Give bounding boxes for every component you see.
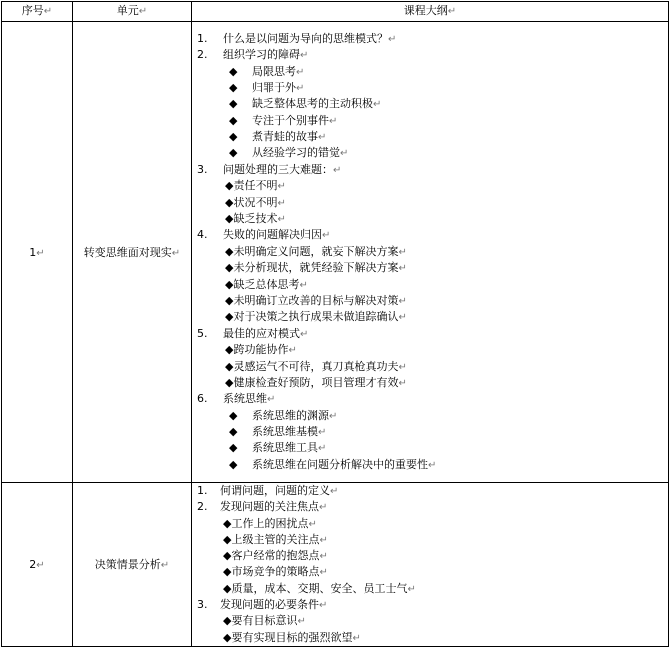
sub-text: ◆上级主管的关注点	[223, 532, 320, 546]
sub-item	[192, 581, 668, 597]
item-number: 2.	[197, 48, 208, 62]
outline-item	[192, 391, 668, 407]
paragraph-mark: ↵	[398, 246, 407, 258]
sub-text-wrap	[223, 613, 306, 630]
item-text: 最佳的应对模式	[223, 326, 300, 340]
unit-title: 转变思维面对现实↵	[73, 22, 192, 483]
paragraph-mark: ↵	[318, 427, 327, 439]
sub-text: ◆状况不明	[225, 195, 278, 209]
bullet-text: 局限思考	[252, 64, 296, 78]
row-number: 2↵	[2, 483, 73, 647]
sub-item	[192, 211, 668, 227]
outline-item	[192, 499, 668, 515]
bullet-text: 系统思维工具	[252, 441, 318, 455]
bullet-text-wrap	[252, 424, 326, 441]
outline-cell	[192, 483, 669, 647]
bullet-text: 专注于个别事件	[252, 113, 329, 127]
item-text-wrap	[223, 227, 330, 244]
table-row	[2, 483, 669, 647]
sub-text-wrap	[225, 211, 286, 228]
item-number: 4.	[197, 228, 208, 242]
paragraph-mark: ↵	[267, 394, 276, 406]
bullet-item	[192, 113, 668, 129]
paragraph-mark: ↵	[330, 486, 339, 497]
sub-text: ◆对于决策之执行成果未做追踪确认	[225, 310, 399, 324]
paragraph-mark: ↵	[297, 616, 306, 628]
item-text-wrap	[220, 483, 338, 500]
header-seq: 序号↵	[2, 2, 73, 22]
paragraph-mark: ↵	[352, 632, 361, 644]
diamond-icon: ◆	[229, 80, 238, 94]
item-text: 问题处理的三大难题：	[223, 162, 333, 176]
bullet-item	[192, 96, 668, 112]
sub-item	[192, 564, 668, 580]
sub-text: ◆缺乏技术	[225, 212, 278, 226]
bullet-text-wrap	[252, 113, 337, 130]
paragraph-mark: ↵	[398, 377, 407, 389]
paragraph-mark: ↵	[398, 295, 407, 307]
paragraph-mark: ↵	[296, 82, 305, 94]
sub-text-wrap	[225, 309, 407, 326]
paragraph-mark: ↵	[300, 50, 309, 62]
bullet-text-wrap	[252, 440, 326, 457]
paragraph-mark: ↵	[319, 600, 328, 612]
bullet-item	[192, 129, 668, 145]
outline-item	[192, 31, 668, 47]
diamond-icon: ◆	[229, 441, 238, 455]
item-text-wrap	[223, 162, 341, 179]
item-text-wrap	[223, 391, 275, 408]
header-unit: 单元↵	[73, 2, 192, 22]
item-number: 5.	[197, 326, 208, 340]
sub-text-wrap	[223, 581, 416, 598]
item-text: 系统思维	[223, 392, 267, 406]
paragraph-mark: ↵	[299, 279, 308, 291]
diamond-icon: ◆	[229, 457, 238, 471]
bullet-item	[192, 457, 668, 473]
item-number: 2.	[197, 500, 208, 514]
item-text-wrap	[220, 499, 327, 516]
sub-item	[192, 195, 668, 211]
sub-item	[192, 359, 668, 375]
bullet-text: 缺乏整体思考的主动积极	[252, 97, 373, 111]
bullet-text: 归罪于外	[252, 80, 296, 94]
sub-text: ◆要有目标意识	[223, 614, 298, 628]
course-outline-table	[1, 1, 669, 647]
paragraph-mark: ↵	[398, 361, 407, 373]
paragraph-mark: ↵	[277, 197, 286, 209]
sub-item	[192, 293, 668, 309]
paragraph-mark: ↵	[319, 551, 328, 563]
bullet-text: 系统思维的渊源	[252, 408, 329, 422]
sub-text-wrap	[225, 375, 407, 392]
paragraph-mark: ↵	[340, 148, 349, 160]
item-number: 1.	[197, 484, 208, 497]
sub-text: ◆客户经常的抱怨点	[223, 549, 320, 563]
paragraph-mark: ↵	[318, 132, 327, 144]
bullet-item	[192, 440, 668, 456]
sub-text-wrap	[225, 260, 407, 277]
sub-text: ◆要有实现目标的强烈欲望	[223, 630, 353, 644]
sub-text-wrap	[225, 277, 308, 294]
sub-item	[192, 548, 668, 564]
outline-item	[192, 47, 668, 63]
sub-text-wrap	[225, 342, 297, 359]
sub-text: ◆跨功能协作	[225, 343, 289, 357]
item-text: 失败的问题解决归因	[223, 228, 322, 242]
bullet-item	[192, 145, 668, 161]
paragraph-mark: ↵	[329, 115, 338, 127]
item-text-wrap	[223, 326, 308, 343]
bullet-text-wrap	[252, 145, 348, 162]
outline-item	[192, 326, 668, 342]
paragraph-mark: ↵	[277, 181, 286, 193]
sub-text-wrap	[225, 293, 407, 310]
sub-text-wrap	[223, 548, 328, 565]
bullet-text: 系统思维基模	[252, 425, 318, 439]
sub-item	[192, 277, 668, 293]
paragraph-mark: ↵	[300, 328, 309, 340]
item-text-wrap	[223, 47, 308, 64]
paragraph-mark: ↵	[398, 263, 407, 275]
diamond-icon: ◆	[229, 130, 238, 144]
paragraph-mark: ↵	[407, 583, 416, 595]
sub-item	[192, 613, 668, 629]
paragraph-mark: ↵	[318, 443, 327, 455]
bullet-item	[192, 64, 668, 80]
sub-text: ◆灵感运气不可待，真刀真枪真功夫	[225, 359, 399, 373]
bullet-item	[192, 424, 668, 440]
sub-text-wrap	[223, 516, 317, 533]
bullet-text: 煮青蛙的故事	[252, 130, 318, 144]
item-text: 何谓问题，问题的定义	[220, 484, 330, 497]
bullet-text-wrap	[252, 129, 326, 146]
outline-cell	[192, 22, 669, 483]
diamond-icon: ◆	[229, 408, 238, 422]
bullet-text-wrap	[252, 408, 337, 425]
outline-item	[192, 162, 668, 178]
outline-item	[192, 483, 668, 499]
paragraph-mark: ↵	[388, 33, 397, 45]
paragraph-mark: ↵	[277, 214, 286, 226]
sub-text-wrap	[225, 195, 286, 212]
paragraph-mark: ↵	[319, 502, 328, 514]
item-text: 发现问题的必要条件	[220, 598, 319, 612]
paragraph-mark: ↵	[329, 410, 338, 422]
bullet-item	[192, 408, 668, 424]
item-number: 6.	[197, 392, 208, 406]
diamond-icon: ◆	[229, 97, 238, 111]
sub-text-wrap	[223, 532, 328, 549]
diamond-icon: ◆	[229, 113, 238, 127]
bullet-text: 系统思维在问题分析解决中的重要性	[252, 457, 428, 471]
diamond-icon: ◆	[229, 146, 238, 160]
paragraph-mark: ↵	[428, 459, 437, 471]
header-outline: 课程大纲↵	[192, 2, 669, 22]
sub-text: ◆质量，成本、交期、安全、员工士气	[223, 581, 408, 595]
sub-text: ◆健康检查好预防，项目管理才有效	[225, 375, 399, 389]
paragraph-mark: ↵	[288, 345, 297, 357]
unit-title: 决策情景分析↵	[73, 483, 192, 647]
paragraph-mark: ↵	[296, 66, 305, 78]
sub-item	[192, 532, 668, 548]
diamond-icon: ◆	[229, 425, 238, 439]
sub-item	[192, 309, 668, 325]
sub-text: ◆未明确订立改善的目标与解决对策	[225, 293, 399, 307]
item-text-wrap	[223, 31, 396, 48]
paragraph-mark: ↵	[308, 518, 317, 530]
sub-text-wrap	[225, 359, 407, 376]
sub-item	[192, 178, 668, 194]
paragraph-mark: ↵	[319, 567, 328, 579]
sub-text-wrap	[225, 178, 286, 195]
bullet-text-wrap	[252, 96, 381, 113]
item-text-wrap	[220, 597, 327, 614]
row-number: 1↵	[2, 22, 73, 483]
sub-text: ◆未明确定义问题，就妄下解决方案	[225, 244, 399, 258]
sub-text: ◆缺乏总体思考	[225, 277, 300, 291]
sub-item	[192, 516, 668, 532]
item-number: 1.	[197, 31, 208, 45]
outline-item	[192, 597, 668, 613]
sub-text: ◆市场竞争的策略点	[223, 565, 320, 579]
sub-text-wrap	[225, 244, 407, 261]
item-text: 发现问题的关注焦点	[220, 500, 319, 514]
item-text: 什么是以问题为导向的思维模式？	[223, 31, 388, 45]
outline-item	[192, 227, 668, 243]
sub-item	[192, 244, 668, 260]
sub-item	[192, 342, 668, 358]
item-text: 组织学习的障碍	[223, 48, 300, 62]
item-number: 3.	[197, 162, 208, 176]
paragraph-mark: ↵	[373, 99, 382, 111]
diamond-icon: ◆	[229, 64, 238, 78]
paragraph-mark: ↵	[333, 164, 342, 176]
bullet-text-wrap	[252, 64, 304, 81]
table-row	[2, 22, 669, 483]
sub-text: ◆责任不明	[225, 179, 278, 193]
bullet-text-wrap	[252, 457, 436, 474]
sub-text-wrap	[223, 564, 328, 581]
paragraph-mark: ↵	[319, 534, 328, 546]
header-row	[2, 2, 669, 22]
sub-text: ◆未分析现状，就凭经验下解决方案	[225, 261, 399, 275]
item-number: 3.	[197, 598, 208, 612]
bullet-item	[192, 80, 668, 96]
bullet-text: 从经验学习的错觉	[252, 146, 340, 160]
sub-item	[192, 375, 668, 391]
sub-text-wrap	[223, 630, 361, 647]
sub-item	[192, 260, 668, 276]
paragraph-mark: ↵	[398, 312, 407, 324]
paragraph-mark: ↵	[322, 230, 331, 242]
sub-text: ◆工作上的困扰点	[223, 516, 309, 530]
bullet-text-wrap	[252, 80, 304, 97]
